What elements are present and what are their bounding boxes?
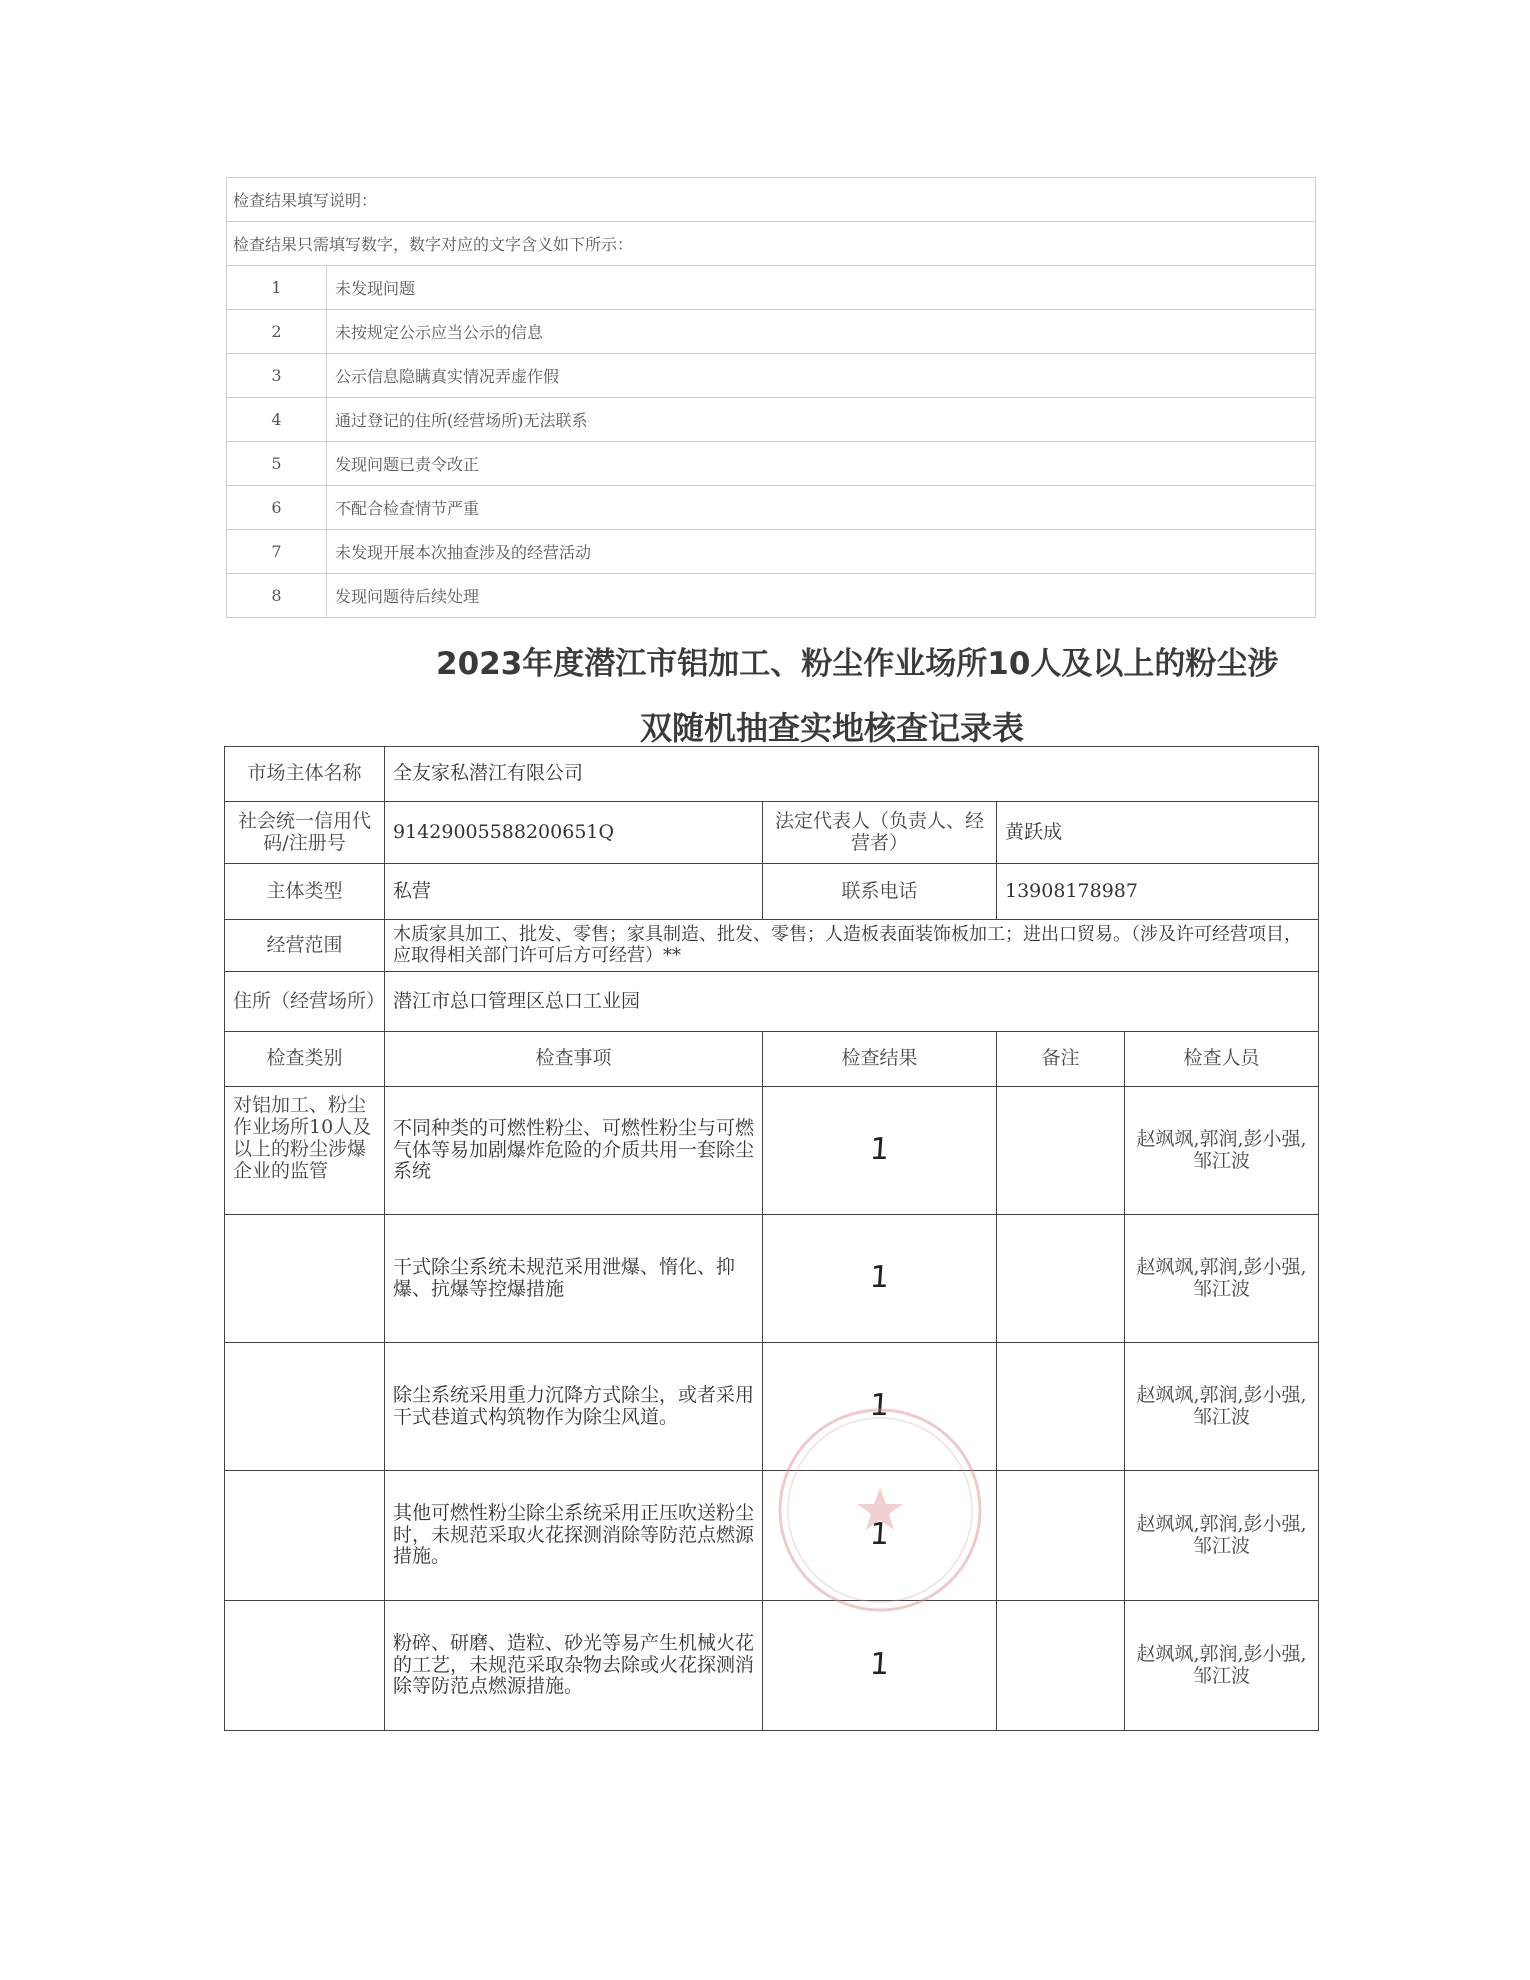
legend-code: 2 xyxy=(227,310,327,354)
inspection-inspectors: 赵飒飒,郭润,彭小强,邹江波 xyxy=(1125,1471,1319,1601)
inspection-category-empty xyxy=(225,1601,385,1731)
inspection-item: 不同种类的可燃性粉尘、可燃性粉尘与可燃气体等易加剧爆炸危险的介质共用一套除尘系统 xyxy=(385,1087,763,1215)
inspection-item: 除尘系统采用重力沉降方式除尘，或者采用干式巷道式构筑物作为除尘风道。 xyxy=(385,1343,763,1471)
credit-code-value: 91429005588200651Q xyxy=(385,802,763,864)
scope-row xyxy=(225,920,1319,972)
inspection-result: 1 xyxy=(868,1260,891,1296)
inspection-result-cell xyxy=(763,1471,997,1601)
legend-instruction-row xyxy=(227,222,1316,266)
legend-row xyxy=(227,486,1316,530)
inspection-row xyxy=(225,1087,1319,1215)
phone-value: 13908178987 xyxy=(997,864,1319,920)
legend-meaning: 通过登记的住所(经营场所)无法联系 xyxy=(327,398,1316,442)
entity-name-row xyxy=(225,747,1319,802)
legend-code: 6 xyxy=(227,486,327,530)
legend-heading: 检查结果填写说明： xyxy=(227,178,1316,222)
legend-code: 1 xyxy=(227,266,327,310)
legend-meaning: 发现问题已责令改正 xyxy=(327,442,1316,486)
address-label: 住所（经营场所） xyxy=(225,972,385,1032)
inspection-result: 1 xyxy=(868,1132,891,1168)
legend-code: 7 xyxy=(227,530,327,574)
credit-code-row xyxy=(225,802,1319,864)
inspection-category-empty xyxy=(225,1215,385,1343)
legend-instruction: 检查结果只需填写数字，数字对应的文字含义如下所示： xyxy=(227,222,1316,266)
inspection-note xyxy=(997,1087,1125,1215)
phone-label: 联系电话 xyxy=(763,864,997,920)
inspection-category-empty xyxy=(225,1343,385,1471)
inspection-note xyxy=(997,1601,1125,1731)
inspection-row xyxy=(225,1215,1319,1343)
legend-row xyxy=(227,354,1316,398)
inspection-result-cell xyxy=(763,1601,997,1731)
legend-heading-row xyxy=(227,178,1316,222)
inspection-inspectors: 赵飒飒,郭润,彭小强,邹江波 xyxy=(1125,1215,1319,1343)
inspection-result: 1 xyxy=(868,1517,891,1553)
scope-value: 木质家具加工、批发、零售；家具制造、批发、零售；人造板表面装饰板加工；进出口贸易。（涉及许可经营项目，应取得相关部门许可后方可经营）** xyxy=(385,920,1319,972)
legend-row xyxy=(227,574,1316,618)
inspection-result: 1 xyxy=(868,1647,891,1683)
column-header-result: 检查结果 xyxy=(763,1032,997,1087)
inspection-note xyxy=(997,1343,1125,1471)
credit-code-label: 社会统一信用代码/注册号 xyxy=(225,802,385,864)
inspection-row xyxy=(225,1601,1319,1731)
legend-row xyxy=(227,266,1316,310)
column-header-inspectors: 检查人员 xyxy=(1125,1032,1319,1087)
entity-name-label: 市场主体名称 xyxy=(225,747,385,802)
address-value: 潜江市总口管理区总口工业园 xyxy=(385,972,1319,1032)
scope-label: 经营范围 xyxy=(225,920,385,972)
legend-meaning: 未发现开展本次抽查涉及的经营活动 xyxy=(327,530,1316,574)
inspection-record-table xyxy=(224,746,1319,1731)
inspection-row xyxy=(225,1343,1319,1471)
legend-meaning: 不配合检查情节严重 xyxy=(327,486,1316,530)
entity-type-row xyxy=(225,864,1319,920)
column-header-item: 检查事项 xyxy=(385,1032,763,1087)
inspection-result-cell xyxy=(763,1215,997,1343)
legend-row xyxy=(227,310,1316,354)
legend-meaning: 发现问题待后续处理 xyxy=(327,574,1316,618)
legend-row xyxy=(227,442,1316,486)
inspection-result: 1 xyxy=(868,1388,891,1424)
column-header-note: 备注 xyxy=(997,1032,1125,1087)
legend-meaning: 公示信息隐瞒真实情况弄虚作假 xyxy=(327,354,1316,398)
result-legend-table xyxy=(226,177,1316,618)
legend-meaning: 未按规定公示应当公示的信息 xyxy=(327,310,1316,354)
entity-type-value: 私营 xyxy=(385,864,763,920)
inspection-category: 对铝加工、粉尘作业场所10人及以上的粉尘涉爆企业的监管 xyxy=(225,1087,385,1215)
legend-code: 5 xyxy=(227,442,327,486)
column-header-category: 检查类别 xyxy=(225,1032,385,1087)
entity-type-label: 主体类型 xyxy=(225,864,385,920)
inspection-item: 粉碎、研磨、造粒、砂光等易产生机械火花的工艺，未规范采取杂物去除或火花探测消除等防范点燃源措施。 xyxy=(385,1601,763,1731)
inspection-item: 干式除尘系统未规范采用泄爆、惰化、抑爆、抗爆等控爆措施 xyxy=(385,1215,763,1343)
inspection-item: 其他可燃性粉尘除尘系统采用正压吹送粉尘时，未规范采取火花探测消除等防范点燃源措施。 xyxy=(385,1471,763,1601)
column-header-row xyxy=(225,1032,1319,1087)
legend-code: 8 xyxy=(227,574,327,618)
inspection-result-cell xyxy=(763,1343,997,1471)
legal-rep-value: 黄跃成 xyxy=(997,802,1319,864)
inspection-row xyxy=(225,1471,1319,1601)
inspection-note xyxy=(997,1215,1125,1343)
legend-row xyxy=(227,398,1316,442)
legend-meaning: 未发现问题 xyxy=(327,266,1316,310)
inspection-inspectors: 赵飒飒,郭润,彭小强,邹江波 xyxy=(1125,1343,1319,1471)
inspection-inspectors: 赵飒飒,郭润,彭小强,邹江波 xyxy=(1125,1087,1319,1215)
legal-rep-label: 法定代表人（负责人、经营者） xyxy=(763,802,997,864)
legend-row xyxy=(227,530,1316,574)
entity-name-value: 全友家私潜江有限公司 xyxy=(385,747,1319,802)
inspection-inspectors: 赵飒飒,郭润,彭小强,邹江波 xyxy=(1125,1601,1319,1731)
legend-code: 3 xyxy=(227,354,327,398)
document-title-line1: 2023年度潜江市铝加工、粉尘作业场所10人及以上的粉尘涉 xyxy=(436,646,1279,682)
document-title-line2: 双随机抽查实地核查记录表 xyxy=(640,709,1025,747)
inspection-category-empty xyxy=(225,1471,385,1601)
inspection-result-cell xyxy=(763,1087,997,1215)
address-row xyxy=(225,972,1319,1032)
inspection-note xyxy=(997,1471,1125,1601)
legend-code: 4 xyxy=(227,398,327,442)
